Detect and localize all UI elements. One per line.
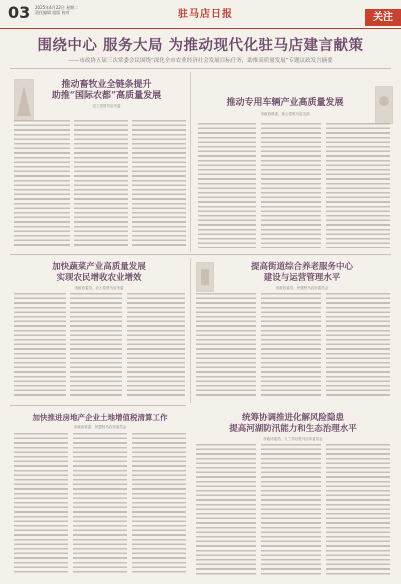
article-6-title-line2: 提高河湖防汛能力和生态治理水平 bbox=[229, 423, 357, 434]
article-3-title bbox=[14, 262, 184, 283]
article-1-body-col3 bbox=[132, 120, 186, 248]
article-3-body-col1 bbox=[14, 293, 66, 396]
column-divider bbox=[190, 258, 191, 403]
article-1-body-col1 bbox=[14, 120, 70, 248]
newspaper-masthead: 驻马店日报 bbox=[178, 9, 233, 20]
article-3-body-col2 bbox=[70, 293, 122, 396]
decorative-photo bbox=[375, 86, 393, 124]
article-5-body-col1 bbox=[14, 433, 68, 575]
article-2-title: 推动专用车辆产业高质量发展 bbox=[226, 98, 344, 108]
article-4-byline: 市政协委员、民建驻马店市委员会 bbox=[275, 286, 329, 290]
article-6-body-col1 bbox=[196, 444, 256, 575]
article-1-byline: 农工党驻马店市委 bbox=[92, 104, 121, 108]
section-tag: 关注 bbox=[365, 9, 401, 26]
article-3-body-col3 bbox=[127, 293, 185, 396]
article-4-body-col1 bbox=[196, 293, 256, 396]
article-1-title bbox=[34, 80, 179, 102]
lead-subheadline: ——市政协五届三次常委会议围绕“深化全市农业经济社会发展目标任务，助推高质量发展”专题议政发言摘要 bbox=[68, 58, 333, 64]
issue-info bbox=[35, 5, 115, 15]
article-3-byline: 市政协委员、农工党驻马店市委 bbox=[74, 286, 124, 290]
issue-date: 2025年4月22日 星期二 bbox=[35, 5, 79, 10]
article-4-title bbox=[214, 262, 390, 283]
article-5-body-col2 bbox=[73, 433, 127, 575]
column-divider bbox=[190, 72, 191, 252]
decorative-photo bbox=[196, 262, 214, 292]
article-2-body-col3 bbox=[326, 123, 390, 248]
decorative-photo bbox=[14, 79, 34, 121]
page-header bbox=[0, 0, 401, 29]
article-6-byline: 市政协委员、九三学社驻马店市委员会 bbox=[263, 437, 323, 441]
article-2-body-col1 bbox=[198, 123, 256, 248]
article-4-body-col3 bbox=[326, 293, 390, 396]
article-1-title-line2: 助推“国际农都”高质量发展 bbox=[51, 91, 162, 101]
article-5-byline: 市政协常委、民盟驻马店市委员会 bbox=[73, 425, 127, 429]
article-5-title: 加快推进房地产企业土地增值税清算工作 bbox=[32, 413, 168, 422]
article-1-body-col2 bbox=[74, 120, 128, 248]
article-6-title-line1: 统筹协调推进化解风险隐患 bbox=[241, 413, 344, 423]
article-6-body-col3 bbox=[326, 444, 390, 575]
article-4-title-line1: 提高街道综合养老服务中心 bbox=[250, 262, 353, 272]
article-5-body-col3 bbox=[132, 433, 186, 575]
divider bbox=[10, 254, 391, 255]
article-4-title-line2: 建设与运营管理水平 bbox=[263, 272, 341, 283]
divider bbox=[10, 405, 186, 406]
article-2-byline: 市政协常委、致公党驻马店支部 bbox=[260, 112, 310, 116]
article-1-title-line1: 推动畜牧业全链条提升 bbox=[61, 80, 152, 90]
lead-headline: 围绕中心 服务大局 为推动现代化驻马店建言献策 bbox=[37, 37, 364, 54]
divider bbox=[10, 68, 391, 69]
issue-editors: 责任编辑 组版 校对 bbox=[35, 10, 70, 15]
article-6-title bbox=[196, 413, 390, 434]
article-3-title-line2: 实现农民增收农业增效 bbox=[56, 272, 142, 283]
article-6-body-col2 bbox=[261, 444, 321, 575]
article-3-title-line1: 加快蔬菜产业高质量发展 bbox=[52, 262, 146, 272]
page-number: 03 bbox=[8, 3, 31, 22]
article-4-body-col2 bbox=[261, 293, 321, 396]
article-2-body-col2 bbox=[261, 123, 321, 248]
